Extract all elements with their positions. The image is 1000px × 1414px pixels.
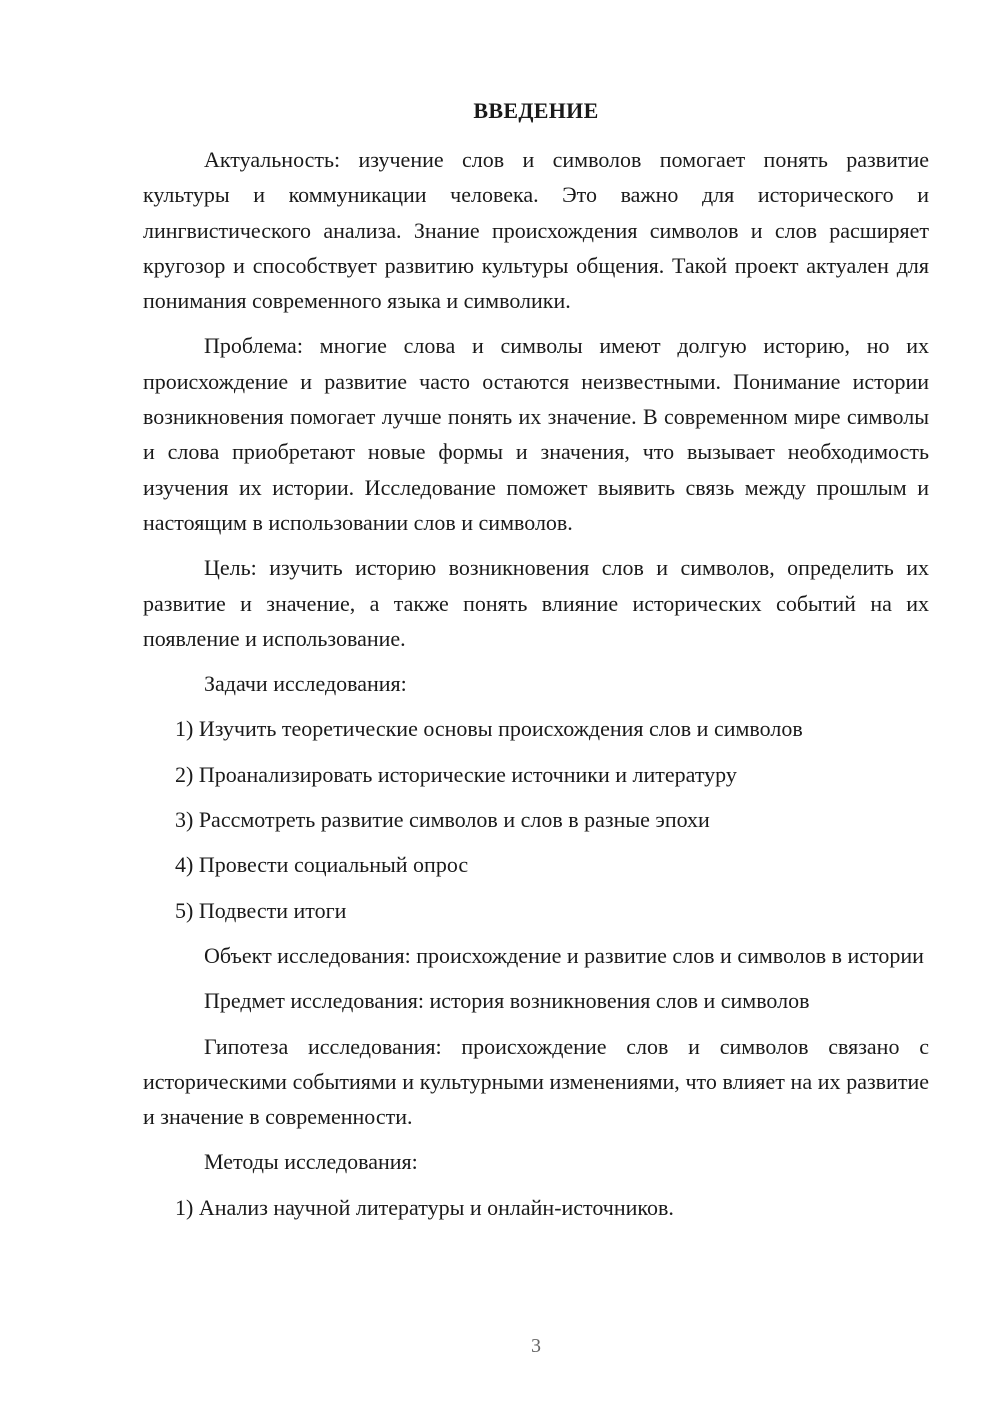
method-item-1: 1) Анализ научной литературы и онлайн-источников.: [175, 1194, 674, 1220]
paragraph-relevance: Актуальность: изучение слов и символов помогает понять развитие культуры и коммуникации человека. Это важно для исторического и лингвистического анализа. Знание происхождения символов и слов расширяет кругозор и способствует развитию культуры общения. Такой проект актуален для понимания современного языка и символики.: [143, 147, 929, 314]
paragraph-problem: Проблема: многие слова и символы имеют долгую историю, но их происхождение и развитие часто остаются неизвестными. Понимание истории возникновения помогает лучше понять их значение. В современном мире символы и слова приобретают новые формы и значения, что вызывает необходимость изучения их истории. Исследование поможет выявить связь между прошлым и настоящим в использовании слов и символов.: [143, 333, 929, 535]
paragraph-hypothesis: Гипотеза исследования: происхождение слов и символов связано с историческими событиями и культурными изменениями, что влияет на их развитие и значение в современности.: [143, 1033, 929, 1130]
task-item-4: 4) Провести социальный опрос: [175, 852, 469, 878]
paragraph-goal: Цель: изучить историю возникновения слов и символов, определить их развитие и значение, а также понять влияние исторических событий на их появление и использование.: [143, 555, 929, 651]
page-number: 3: [531, 1335, 541, 1357]
task-item-1: 1) Изучить теоретические основы происхождения слов и символов: [175, 716, 803, 742]
task-item-5: 5) Подвести итоги: [175, 897, 347, 923]
paragraph-subject: Предмет исследования: история возникновения слов и символов: [204, 988, 810, 1014]
tasks-heading: Задачи исследования:: [204, 671, 407, 697]
paragraph-object: Объект исследования: происхождение и развитие слов и символов в истории: [204, 942, 924, 968]
section-title: ВВЕДЕНИЕ: [473, 98, 599, 123]
task-item-2: 2) Проанализировать исторические источники и литературу: [175, 761, 737, 787]
methods-heading: Методы исследования:: [204, 1149, 418, 1175]
task-item-3: 3) Рассмотреть развитие символов и слов в разные эпохи: [175, 807, 710, 833]
body-text: [143, 142, 929, 1235]
